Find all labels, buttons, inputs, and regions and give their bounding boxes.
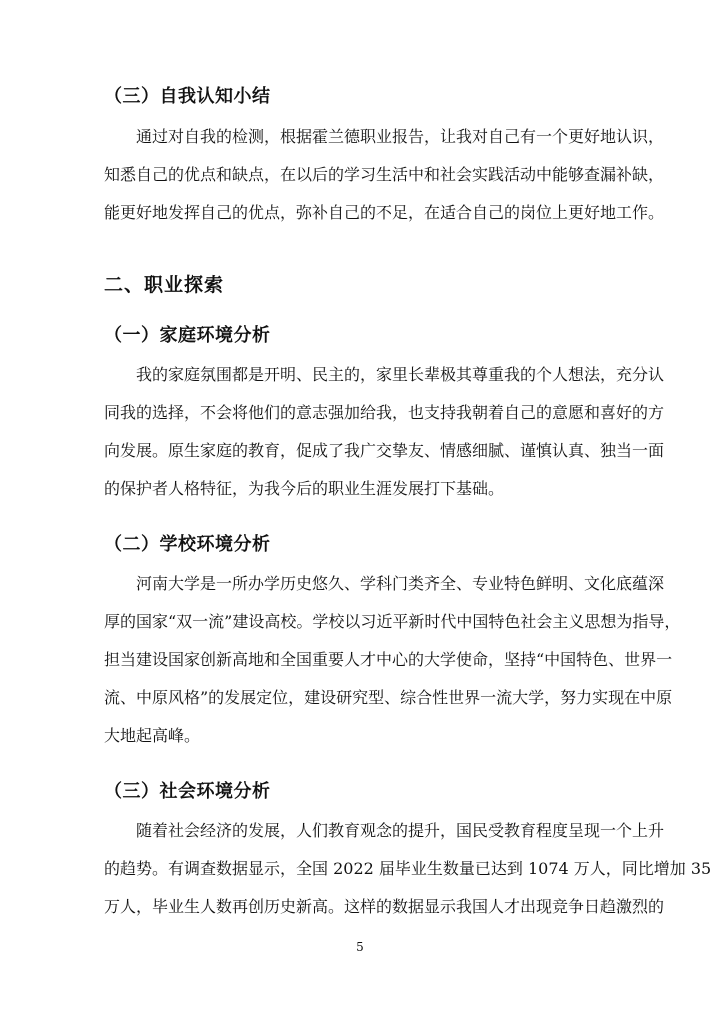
paragraph-line: 河南大学是一所办学历史悠久、学科门类齐全、专业特色鲜明、文化底蕴深 [136,574,665,593]
paragraph-line: 万人，毕业生人数再创历史新高。这样的数据显示我国人才出现竞争日趋激烈的 [104,897,665,916]
heading-society: （三）社会环境分析 [104,781,271,802]
page-number: 5 [356,940,364,954]
paragraph-line: 厚的国家“双一流”建设高校。学校以习近平新时代中国特色社会主义思想为指导， [104,612,681,631]
paragraph-line: 的保护者人格特征，为我今后的职业生涯发展打下基础。 [104,479,505,498]
paragraph-line: 向发展。原生家庭的教育，促成了我广交挚友、情感细腻、谨慎认真、独当一面 [104,441,665,460]
paragraph-line: 流、中原风格”的发展定位，建设研究型、综合性世界一流大学，努力实现在中原 [104,688,673,707]
paragraph-line: 知悉自己的优点和缺点，在以后的学习生活中和社会实践活动中能够查漏补缺， [104,165,665,184]
paragraph-line: 的趋势。有调查数据显示，全国 2022 届毕业生数量已达到 1074 万人，同比增加 35 [104,859,712,878]
paragraph-line: 大地起高峰。 [104,726,201,745]
heading-family: （一）家庭环境分析 [104,325,271,346]
paragraph-line: 同我的选择，不会将他们的意志强加给我，也支持我朝着自己的意愿和喜好的方 [104,403,665,422]
paragraph-line: 通过对自我的检测，根据霍兰德职业报告，让我对自己有一个更好地认识， [136,127,665,146]
heading-self-summary: （三）自我认知小结 [104,86,271,107]
paragraph-line: 担当建设国家创新高地和全国重要人才中心的大学使命，坚持“中国特色、世界一 [104,650,673,669]
paragraph-line: 我的家庭氛围都是开明、民主的，家里长辈极其尊重我的个人想法，充分认 [136,365,665,384]
paragraph-line: 随着社会经济的发展，人们教育观念的提升，国民受教育程度呈现一个上升 [136,821,665,840]
heading-school: （二）学校环境分析 [104,534,271,555]
paragraph-line: 能更好地发挥自己的优点，弥补自己的不足，在适合自己的岗位上更好地工作。 [104,203,665,222]
heading-career-exploration: 二、职业探索 [104,274,225,296]
